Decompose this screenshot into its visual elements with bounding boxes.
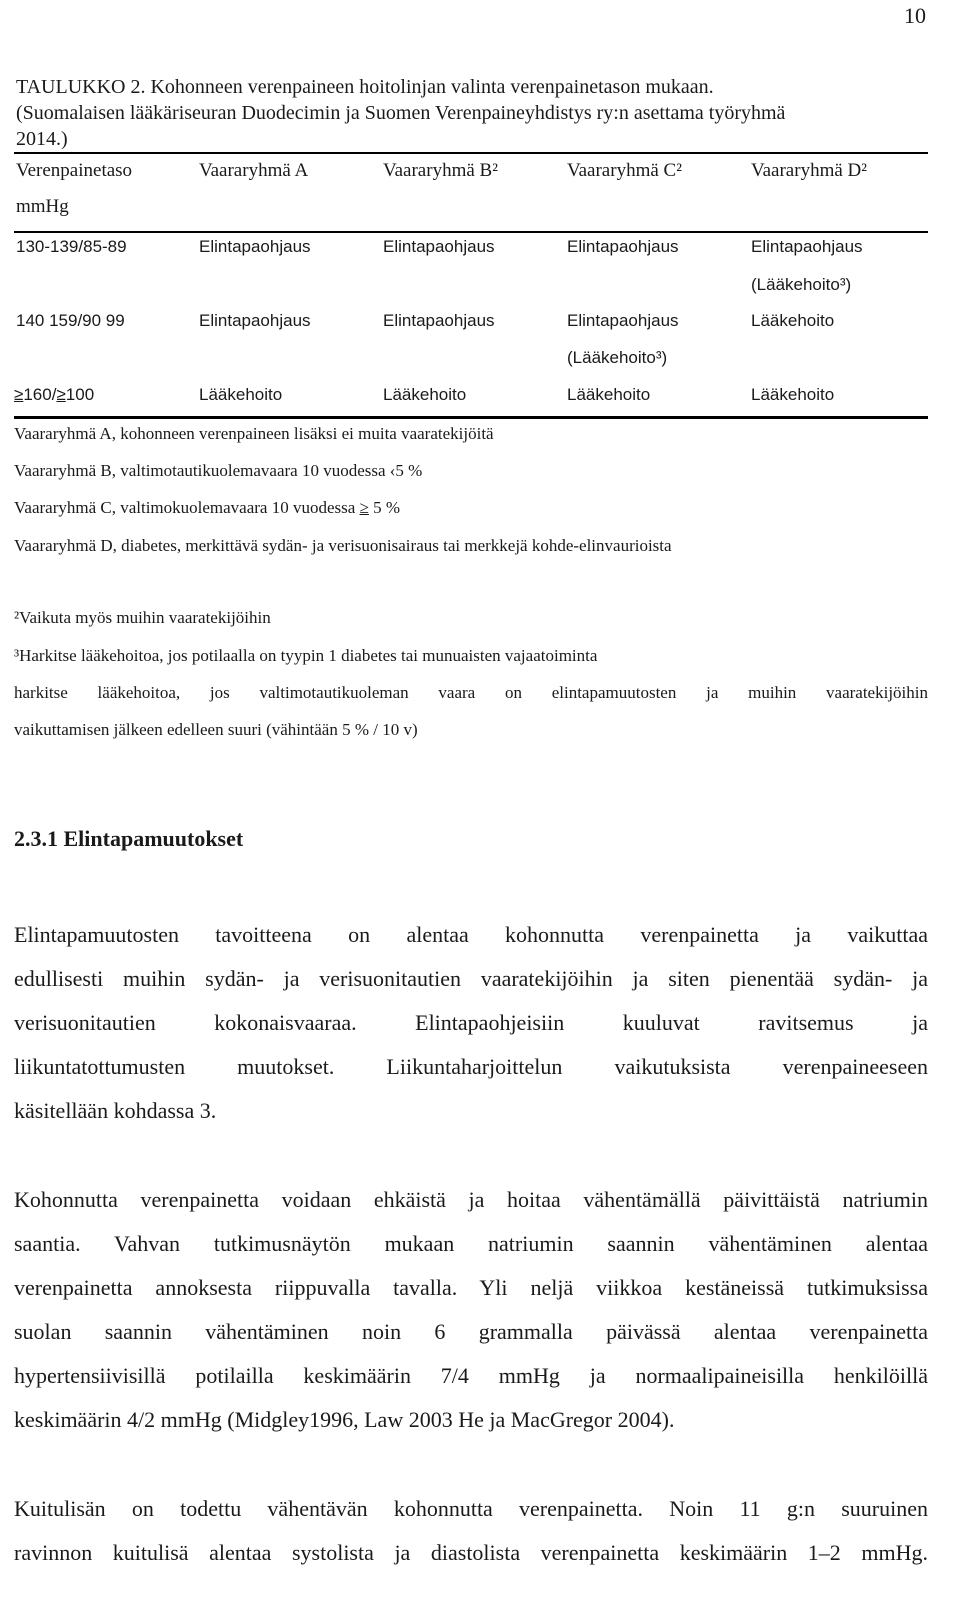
paragraph-line: verenpainetta annoksesta riippuvalla tavalla. Yli neljä viikkoa kestäneissä tutkimuksissa	[14, 1275, 928, 1300]
row-cell-a: Elintapaohjaus	[199, 237, 311, 256]
header-group-a: Vaararyhmä A	[199, 160, 309, 181]
row-cell-c: Elintapaohjaus	[567, 237, 679, 256]
note-group-c-value: 5 %	[373, 498, 401, 517]
row-cell-c: Lääkehoito	[567, 385, 651, 404]
geq-symbol: ≥	[14, 385, 24, 404]
paragraph-line: hypertensiivisillä potilailla keskimäärin 7/4 mmHg ja normaalipaineisilla henkilöillä	[14, 1363, 928, 1388]
paragraph-line: ravinnon kuitulisä alentaa systolista ja diastolista verenpainetta keskimäärin 1–2 mmHg.	[14, 1540, 928, 1565]
row-cell-d: Lääkehoito	[751, 311, 835, 330]
caption-line-2: (Suomalaisen lääkäriseuran Duodecimin ja Suomen Verenpaineyhdistys ry:n asettama työryhmä	[16, 102, 786, 124]
row-cell-b: Elintapaohjaus	[383, 311, 495, 330]
paragraph-line: Kuitulisän on todettu vähentävän kohonnutta verenpainetta. Noin 11 g:n suuruinen	[14, 1496, 928, 1521]
footnote-2: ²Vaikuta myös muihin vaaratekijöihin	[14, 608, 271, 627]
row-cell-c-note: (Lääkehoito³)	[567, 348, 668, 367]
footnote-3-line-2: harkitse lääkehoitoa, jos valtimotautikuoleman vaara on elintapamuutosten ja muihin vaaratekijöihin	[14, 683, 928, 702]
paragraph-line: verisuonitautien kokonaisvaaraa. Elintapaohjeisiin kuuluvat ravitsemus ja	[14, 1010, 928, 1035]
row-level: 130-139/85-89	[16, 237, 127, 256]
body-paragraph	[14, 913, 928, 1133]
row-cell-b: Elintapaohjaus	[383, 237, 495, 256]
body-paragraph	[14, 1487, 928, 1575]
header-group-b: Vaararyhmä B²	[383, 160, 498, 181]
paragraph-line: käsitellään kohdassa 3.	[14, 1098, 217, 1123]
row-level: 140 159/90 99	[16, 311, 125, 330]
paragraph-line: edullisesti muihin sydän- ja verisuonitautien vaaratekijöihin ja siten pienentää sydän- ja	[14, 966, 928, 991]
header-unit: mmHg	[16, 196, 69, 217]
table-caption	[16, 74, 946, 152]
note-group-b: Vaararyhmä B, valtimotautikuolemavaara 10 vuodessa ‹5 %	[14, 461, 423, 480]
row-cell-c: Elintapaohjaus	[567, 311, 679, 330]
row-level-systolic: 160/	[23, 385, 57, 404]
row-cell-a: Lääkehoito	[199, 385, 283, 404]
header-group-d: Vaararyhmä D²	[751, 160, 867, 181]
note-group-a: Vaararyhmä A, kohonneen verenpaineen lisäksi ei muita vaaratekijöitä	[14, 424, 494, 443]
paragraph-line: Elintapamuutosten tavoitteena on alentaa kohonnutta verenpainetta ja vaikuttaa	[14, 922, 928, 947]
row-cell-a: Elintapaohjaus	[199, 311, 311, 330]
paragraph-line: saantia. Vahvan tutkimusnäytön mukaan natriumin saannin vähentäminen alentaa	[14, 1231, 928, 1256]
row-level	[14, 385, 94, 405]
caption-line-3: 2014.)	[16, 128, 68, 150]
paragraph-line: liikuntatottumusten muutokset. Liikuntaharjoittelun vaikutuksista verenpaineeseen	[14, 1054, 928, 1079]
row-cell-d: Lääkehoito	[751, 385, 835, 404]
page-number: 10	[904, 3, 926, 28]
header-group-c: Vaararyhmä C²	[567, 160, 682, 181]
geq-symbol: ≥	[359, 498, 369, 517]
table-top-rule	[14, 152, 928, 154]
note-group-c	[14, 498, 400, 518]
geq-symbol: ≥	[56, 385, 66, 404]
row-level-diastolic: 100	[65, 385, 95, 404]
table-bottom-rule	[14, 416, 928, 419]
caption-line-1: TAULUKKO 2. Kohonneen verenpaineen hoitolinjan valinta verenpainetason mukaan.	[16, 76, 714, 98]
header-level: Verenpainetaso	[16, 160, 133, 181]
body-paragraph	[14, 1178, 928, 1442]
section-title: 2.3.1 Elintapamuutokset	[14, 826, 244, 851]
note-group-c-text: Vaararyhmä C, valtimokuolemavaara 10 vuodessa	[14, 498, 356, 517]
table-header-rule	[14, 231, 928, 233]
row-cell-b: Lääkehoito	[383, 385, 467, 404]
row-cell-d-note: (Lääkehoito³)	[751, 275, 852, 294]
row-cell-d: Elintapaohjaus	[751, 237, 863, 256]
note-group-d: Vaararyhmä D, diabetes, merkittävä sydän- ja verisuonisairaus tai merkkejä kohde-elinvaurioista	[14, 536, 672, 555]
footnote-3-line-3: vaikuttamisen jälkeen edelleen suuri (vähintään 5 % / 10 v)	[14, 720, 418, 739]
paragraph-line: Kohonnutta verenpainetta voidaan ehkäistä ja hoitaa vähentämällä päivittäistä natriumin	[14, 1187, 928, 1212]
paragraph-line: suolan saannin vähentäminen noin 6 grammalla päivässä alentaa verenpainetta	[14, 1319, 928, 1344]
footnote-3: ³Harkitse lääkehoitoa, jos potilaalla on tyypin 1 diabetes tai munuaisten vajaatoiminta	[14, 646, 598, 665]
paragraph-line: keskimäärin 4/2 mmHg (Midgley1996, Law 2003 He ja MacGregor 2004).	[14, 1407, 675, 1432]
